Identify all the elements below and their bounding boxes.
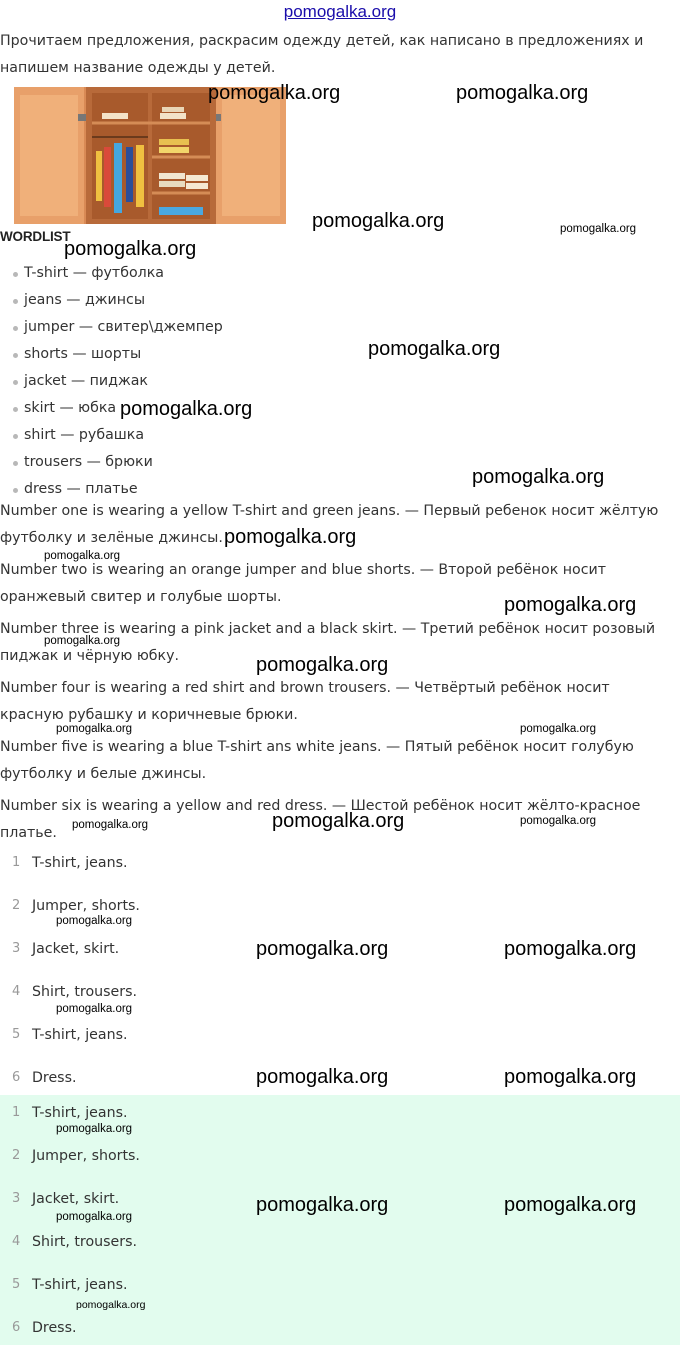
answer-number: 2 — [12, 898, 21, 913]
watermark: pomogalka.org — [520, 723, 597, 735]
bullet-icon — [13, 380, 18, 385]
answer-number: 2 — [12, 1148, 21, 1163]
watermark: pomogalka.org — [504, 594, 637, 616]
watermark: pomogalka.org — [520, 815, 597, 827]
bullet-icon — [13, 434, 18, 439]
watermark: pomogalka.org — [56, 723, 133, 735]
answer-item — [0, 1188, 140, 1231]
watermark: pomogalka.org — [208, 82, 341, 104]
answer-item — [0, 1317, 140, 1360]
answer-number: 3 — [12, 941, 21, 956]
list-item — [0, 368, 223, 395]
watermark: pomogalka.org — [56, 1211, 133, 1223]
list-item-text: dress — платье — [24, 481, 138, 497]
answer-text: T-shirt, jeans. — [32, 1027, 128, 1043]
answer-number: 5 — [12, 1277, 21, 1292]
answer-number: 4 — [12, 1234, 21, 1249]
sentence-5: Number five is wearing a blue T-shirt ans white jeans. — Пятый ребёнок носит голубую футболку и белые джинсы. — [0, 739, 634, 782]
watermark: pomogalka.org — [256, 654, 389, 676]
answer-item — [0, 938, 140, 981]
list-item-text: shorts — шорты — [24, 346, 142, 362]
bullet-icon — [13, 272, 18, 277]
answer-number: 6 — [12, 1320, 21, 1335]
watermark: pomogalka.org — [56, 1003, 133, 1015]
watermark: pomogalka.org — [504, 1194, 637, 1216]
list-item — [0, 314, 223, 341]
answer-text: Jumper, shorts. — [32, 898, 140, 914]
list-item-text: skirt — юбка — [24, 400, 117, 416]
watermark: pomogalka.org — [312, 210, 445, 232]
bullet-icon — [13, 407, 18, 412]
answer-number: 3 — [12, 1191, 21, 1206]
watermark: pomogalka.org — [224, 526, 357, 548]
list-item-text: T-shirt — футболка — [24, 265, 164, 281]
answer-text: Shirt, trousers. — [32, 1234, 137, 1250]
watermark: pomogalka.org — [76, 1299, 146, 1311]
answer-text: T-shirt, jeans. — [32, 855, 128, 871]
answer-text: Jacket, skirt. — [32, 1191, 120, 1207]
watermark: pomogalka.org — [560, 223, 637, 235]
watermark: pomogalka.org — [504, 938, 637, 960]
sentence-1: Number one is wearing a yellow T-shirt and green jeans. — Первый ребенок носит жёлтую футболку и зелёные джинсы. — [0, 503, 659, 546]
answer-text: Dress. — [32, 1320, 77, 1336]
list-item — [0, 287, 223, 314]
answer-number: 6 — [12, 1070, 21, 1085]
answer-item — [0, 1231, 140, 1274]
watermark: pomogalka.org — [44, 550, 121, 562]
bullet-icon — [13, 461, 18, 466]
list-item-text: jacket — пиджак — [24, 373, 148, 389]
answer-number: 1 — [12, 1105, 21, 1120]
list-item — [0, 449, 223, 476]
sentence-3: Number three is wearing a pink jacket and a black skirt. — Третий ребёнок носит розовый пиджак и чёрную юбку. — [0, 621, 656, 664]
answer-text: T-shirt, jeans. — [32, 1277, 128, 1293]
answer-number: 4 — [12, 984, 21, 999]
answer-number: 1 — [12, 855, 21, 870]
list-item-text: trousers — брюки — [24, 454, 153, 470]
watermark: pomogalka.org — [272, 810, 405, 832]
bullet-icon — [13, 299, 18, 304]
watermark: pomogalka.org — [504, 1066, 637, 1088]
intro-text: Прочитаем предложения, раскрасим одежду детей, как написано в предложениях и напишем название одежды у детей. — [0, 33, 644, 76]
watermark: pomogalka.org — [64, 238, 197, 260]
answer-list — [0, 852, 140, 1110]
watermark: pomogalka.org — [44, 635, 121, 647]
watermark: pomogalka.org — [456, 82, 589, 104]
wordlist — [0, 260, 223, 503]
watermark: pomogalka.org — [120, 398, 253, 420]
watermark: pomogalka.org — [72, 819, 149, 831]
watermark: pomogalka.org — [368, 338, 501, 360]
answer-number: 5 — [12, 1027, 21, 1042]
list-item — [0, 422, 223, 449]
bullet-icon — [13, 353, 18, 358]
list-item-text: jumper — свитер\джемпер — [24, 319, 223, 335]
sentence-4: Number four is wearing a red shirt and brown trousers. — Четвёртый ребёнок носит красную рубашку и коричневые брюки. — [0, 680, 610, 723]
watermark: pomogalka.org — [256, 1066, 389, 1088]
answer-text: Jumper, shorts. — [32, 1148, 140, 1164]
list-item — [0, 341, 223, 368]
bullet-icon — [13, 488, 18, 493]
answer-text: Shirt, trousers. — [32, 984, 137, 1000]
answer-text: T-shirt, jeans. — [32, 1105, 128, 1121]
sentence-2: Number two is wearing an orange jumper and blue shorts. — Второй ребёнок носит оранжевый свитер и голубые шорты. — [0, 562, 607, 605]
highlighted-answer-list — [0, 1102, 140, 1360]
answer-text: Dress. — [32, 1070, 77, 1086]
watermark: pomogalka.org — [256, 1194, 389, 1216]
answer-item — [0, 852, 140, 895]
watermark: pomogalka.org — [56, 915, 133, 927]
list-item-text: jeans — джинсы — [24, 292, 146, 308]
wordlist-heading: WORDLIST — [0, 229, 71, 244]
list-item-text: shirt — рубашка — [24, 427, 145, 443]
list-item — [0, 260, 223, 287]
answer-item — [0, 1145, 140, 1188]
wardrobe-icon — [14, 87, 286, 224]
sentence-6: Number six is wearing a yellow and red dress. — Шестой ребёнок носит жёлто-красное платье. — [0, 798, 641, 841]
answer-text: Jacket, skirt. — [32, 941, 120, 957]
bullet-icon — [13, 326, 18, 331]
watermark: pomogalka.org — [256, 938, 389, 960]
site-link[interactable]: pomogalka.org — [283, 2, 397, 21]
watermark: pomogalka.org — [472, 466, 605, 488]
answer-item — [0, 1024, 140, 1067]
watermark: pomogalka.org — [56, 1123, 133, 1135]
